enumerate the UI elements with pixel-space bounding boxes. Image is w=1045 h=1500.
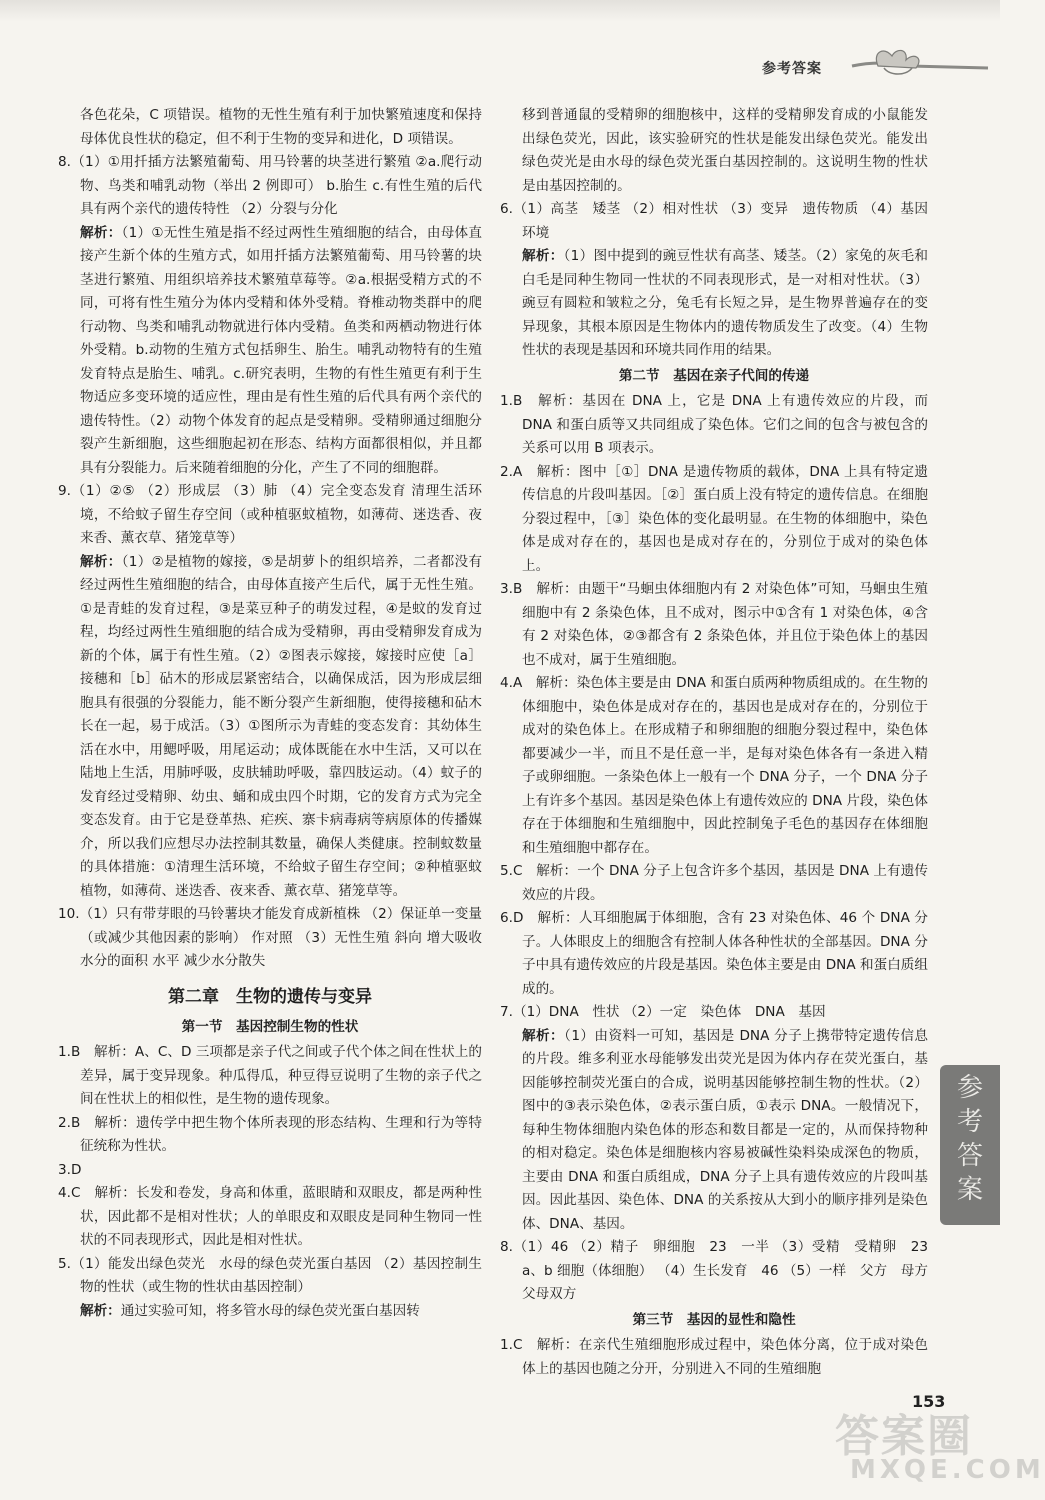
left-continuation: 各色花朵，C 项错误。植物的无性生殖有利于加快繁殖速度和保持母体优良性状的稳定，但不利于生物的变异和进化，D 项错误。 — [80, 107, 482, 147]
s2-answer-7: 7.（1）DNA 性状 （2）一定 染色体 DNA 基因 — [500, 1004, 826, 1020]
analysis-text: （1）②是植物的嫁接，⑤是胡萝卜的组织培养，二者都没有经过两性生殖细胞的结合，由母体直接产生后代，属于无性生殖。①是青蛙的发育过程，③是菜豆种子的萌发过程，④是蚊的发育过程，均经过两性生殖细胞的结合成为受精卵，再由受精卵发育成为新的个体，属于有性生殖。（2）②图表示嫁接，嫁接时应使［a］接穗和［b］砧木的形成层紧密结合，以确保成活，因为形成层细胞具有很强的分裂能力，能不断分裂产生新细胞，使得接穗和砧木长在一起，易于成活。（3）①图所示为青蛙的变态发育：其幼体生活在水中，用鳃呼吸，用尾运动；成体既能在水中生活，又可以在陆地上生活，用肺呼吸，皮肤辅助呼吸，靠四肢运动。（4）蚊子的发育经过受精卵、幼虫、蛹和成虫四个时期，它的发育方式为完全变态发育。由于它是登革热、疟疾、寨卡病毒病等病原体的传播媒介，所以我们应想尽办法控制其数量，确保人类健康。控制蚊数量的具体措施：①清理生活环境，不给蚊子留生存空间；②种植驱蚊植物，如薄荷、迷迭香、夜来香、薰衣草、猪笼草等。 — [80, 553, 482, 899]
header-ornament-icon — [850, 44, 990, 84]
analysis-text: （1）①无性生殖是指不经过两性生殖细胞的结合，由母体直接产生新个体的生殖方式，如用扦插方法繁殖葡萄、用马铃薯的块茎进行繁殖、用组织培养技术繁殖草莓等。②a.根据受精方式的不同，可将有性生殖分为体内受精和体外受精。脊椎动物类群中的爬行动物、鸟类和哺乳动物就进行体内受精。鱼类和两栖动物进行体外受精。b.动物的生殖方式包括卵生、胎生。哺乳动物特有的生殖发育特点是胎生、哺乳。c.研究表明，生物的有性生殖更有利于生物适应多变环境的适应性，理由是有性生殖的后代具有两个亲代的遗传特性。（2）动物个体发育的起点是受精卵。受精卵通过细胞分裂产生新细胞，这些细胞起初在形态、结构方面都很相似，并且都具有分裂能力。后来随着细胞的分化，产生了不同的细胞群。 — [80, 224, 482, 476]
right-continuation: 移到普通鼠的受精卵的细胞核中，这样的受精卵发育成的小鼠能发出绿色荧光，因此，该实验研究的性状是能发出绿色荧光。能发出绿色荧光是由水母的绿色荧光蛋白基因控制的。这说明生物的性状是由基因控制的。 — [522, 107, 928, 194]
answer-8-analysis — [58, 222, 482, 481]
page-number: 153 — [912, 1392, 946, 1411]
s1-answer-5: 5.（1）能发出绿色荧光 水母的绿色荧光蛋白基因 （2）基因控制生物的性状（或生物的性状由基因控制） — [58, 1255, 482, 1295]
analysis-label: 解析： — [80, 553, 122, 570]
s2-answer-6: 6.D 解析：人耳细胞属于体细胞，含有 23 对染色体、46 个 DNA 分子。人体眼皮上的细胞含有控制人体各种性状的全部基因。DNA 分子中具有遗传效应的片段是基因。染色体主要是由 DNA 和蛋白质组成的。 — [500, 910, 928, 997]
right-column — [500, 104, 942, 1381]
s1-answer-5-analysis — [58, 1300, 482, 1324]
answer-10: 10.（1）只有带芽眼的马铃薯块才能发育成新植株 （2）保证单一变量（或减少其他因素的影响） 作对照 （3）无性生殖 斜向 增大吸收水分的面积 水平 减少水分散失 — [58, 906, 482, 969]
s1-answer-2: 2.B 解析：遗传学中把生物个体所表现的形态结构、生理和行为等特征统称为性状。 — [58, 1114, 482, 1154]
s2-answer-4: 4.A 解析：染色体主要是由 DNA 和蛋白质两种物质组成的。在生物的体细胞中，染色体是成对存在的，基因也是成对存在的，分别位于成对的染色体上。在形成精子和卵细胞的细胞分裂过程中，染色体都要减少一半，而且不是任意一半，是每对染色体各有一条进入精子或卵细胞。一条染色体上一般有一个 DNA 分子，一个 DNA 分子上有许多个基因。基因是染色体上有遗传效应的 DNA 片段，染色体存在于体细胞和生殖细胞中，因此控制兔子毛色的基因存在体细胞和生殖细胞中都存在。 — [500, 675, 928, 856]
s2-answer-3: 3.B 解析：由题干“马蛔虫体细胞内有 2 对染色体”可知，马蛔虫生殖细胞中有 2 条染色体，且不成对，图示中①含有 1 对染色体，④含有 2 对染色体，②③都含有 2 条染色体，并且位于染色体上的基因也不成对，属于生殖细胞。 — [500, 581, 928, 668]
top-scan-edge — [0, 0, 1000, 22]
s3-answer-1: 1.C 解析：在亲代生殖细胞形成过程中，染色体分离，位于成对染色体上的基因也随之分开，分别进入不同的生殖细胞 — [500, 1337, 928, 1377]
s1-answer-3: 3.D — [58, 1161, 82, 1178]
section-title-3: 第三节 基因的显性和隐性 — [632, 1311, 796, 1328]
s2-answer-8: 8.（1）46 （2）精子 卵细胞 23 一半 （3）受精 受精卵 23 a、b 细胞（体细胞） （4）生长发育 46 （5）一样 父方 母方 父母双方 — [500, 1239, 942, 1302]
analysis-text: （1）由资料一可知，基因是 DNA 分子上携带特定遗传信息的片段。维多利亚水母能够发出荧光是因为体内存在荧光蛋白，基因能够控制荧光蛋白的合成，说明基因能够控制生物的性状。（2）图中的③表示染色体，②表示蛋白质，①表示 DNA。一般情况下，每种生物体细胞内染色体的形态和数目都是一定的，从而保持物种的相对稳定。染色体是细胞核内容易被碱性染料染成深色的物质，主要由 DNA 和蛋白质组成，DNA 分子上具有遗传效应的片段叫基因。因此基因、染色体、DNA 的关系按从大到小的顺序排列是染色体、DNA、基因。 — [522, 1027, 929, 1232]
answer-8: 8.（1）①用扦插方法繁殖葡萄、用马铃薯的块茎进行繁殖 ②a.爬行动物、鸟类和哺乳动物（举出 2 例即可） b.胎生 c.有性生殖的后代具有两个亲代的遗传特性 （2）分裂与分化 — [58, 154, 482, 217]
section-title-1: 第一节 基因控制生物的性状 — [181, 1018, 359, 1035]
analysis-label: 解析： — [80, 224, 122, 241]
side-tab-char: 考 — [956, 1107, 983, 1137]
watermark-logo: 答案圈 — [835, 1411, 973, 1462]
side-tab-char: 参 — [956, 1073, 983, 1103]
answer-6: 6.（1）高茎 矮茎 （2）相对性状 （3）变异 遗传物质 （4）基因 环境 — [500, 201, 942, 241]
answer-9: 9.（1）②⑤ （2）形成层 （3）肺 （4）完全变态发育 清理生活环境，不给蚊子留生存空间（或种植驱蚊植物，如薄荷、迷迭香、夜来香、薰衣草、猪笼草等） — [58, 483, 482, 546]
analysis-label: 解析： — [522, 248, 564, 264]
analysis-label: 解析： — [522, 1027, 565, 1044]
answer-6-analysis — [500, 245, 928, 363]
analysis-text: （1）图中提到的豌豆性状有高茎、矮茎。（2）家兔的灰毛和白毛是同种生物同一性状的不同表现形式，是一对相对性状。（3）豌豆有圆粒和皱粒之分，兔毛有长短之异，是生物界普遍存在的变异现象，其根本原因是生物体内的遗传物质发生了改变。（4）生物性状的表现是基因和环境共同作用的结果。 — [522, 248, 928, 358]
s2-answer-2: 2.A 解析：图中［①］DNA 是遗传物质的载体，DNA 上具有特定遗传信息的片段叫基因。［②］蛋白质上没有特定的遗传信息。在细胞分裂过程中，［③］染色体的变化最明显。在生物的体细胞中，染色体是成对存在的，基因也是成对存在的，分别位于成对的染色体上。 — [500, 463, 928, 574]
side-tab-char: 答 — [956, 1141, 983, 1171]
analysis-text: 通过实验可知，将多管水母的绿色荧光蛋白基因转 — [120, 1302, 420, 1319]
watermark-url: MXQE.COM — [850, 1455, 1045, 1485]
s2-answer-1: 1.B 解析：基因在 DNA 上，它是 DNA 上有遗传效应的片段，而 DNA 和蛋白质等又共同组成了染色体。它们之间的包含与被包含的关系可以用 B 项表示。 — [500, 393, 928, 456]
s1-answer-1: 1.B 解析：A、C、D 三项都是亲子代之间或子代个体之间在性状上的差异，属于变异现象。种瓜得瓜，种豆得豆说明了生物的亲子代之间在性状上的相似性，是生物的遗传现象。 — [58, 1044, 482, 1107]
left-column — [58, 104, 482, 1323]
side-tab-char: 案 — [956, 1175, 983, 1205]
s2-answer-5: 5.C 解析：一个 DNA 分子上包含许多个基因，基因是 DNA 上有遗传效应的片段。 — [500, 863, 928, 903]
analysis-label: 解析： — [80, 1302, 121, 1319]
s1-answer-4: 4.C 解析：长发和卷发，身高和体重，蓝眼睛和双眼皮，都是两种性状，因此都不是相对性状；人的单眼皮和双眼皮是同种生物同一性状的不同表现形式，因此是相对性状。 — [58, 1185, 482, 1248]
s2-answer-7-analysis — [500, 1025, 928, 1237]
page-header-label: 参考答案 — [762, 61, 822, 77]
chapter-title: 第二章 生物的遗传与变异 — [168, 986, 372, 1007]
answer-9-analysis — [58, 551, 482, 904]
side-tab-answers — [940, 1065, 1000, 1225]
section-title-2: 第二节 基因在亲子代间的传递 — [618, 367, 810, 384]
